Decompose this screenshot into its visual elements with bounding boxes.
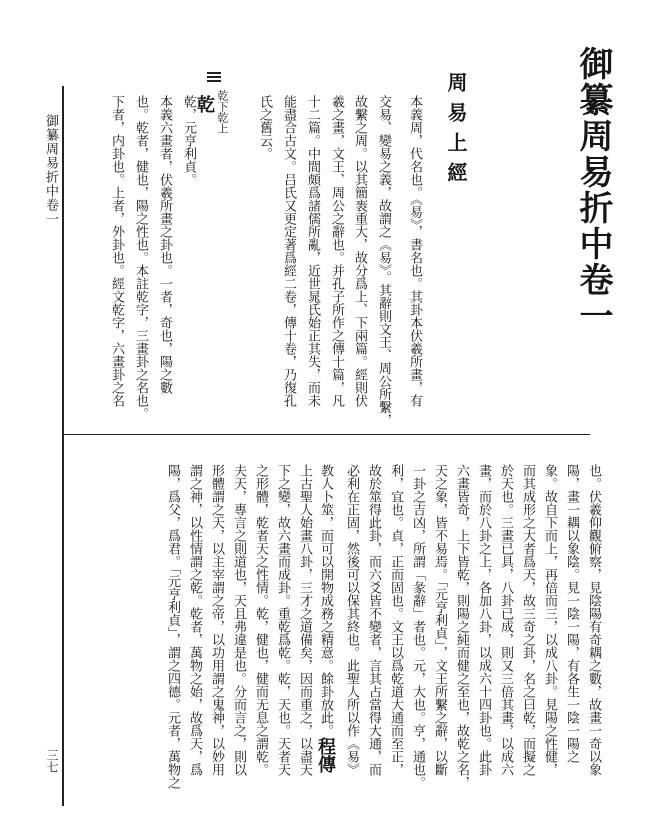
text-column: 羲之畫，文王、周公之辭也。并孔子所作之傳十篇，凡: [329, 95, 344, 407]
text-column: 天之象，皆不易焉。「元亨利貞」，文王所繫之辭，以斷: [432, 464, 447, 776]
hexagram-icon: [207, 72, 221, 86]
trigram-note: 乾下乾上: [216, 90, 229, 134]
text-column: 夫天，專言之則道也，天且弗違是也。分而言之，則以: [231, 464, 246, 776]
text-column: 本義六畫者，伏羲所畫之卦也。一者，奇也，陽之數: [157, 95, 172, 394]
text-column: 教人卜筮，而可以開物成務之精意。餘卦放此。程傳: [315, 464, 336, 773]
hexagram-judgment: 乾，元亨利貞。: [181, 95, 196, 186]
text-column: 交易、變易之義，故謂之《易》。其辭則文王、周公所繫，: [376, 95, 391, 427]
text-column: 上古聖人始畫八卦，三才之道備矣，因而重之，以盡天: [297, 464, 312, 776]
text-column: 之形體，乾者天之性情。乾，健也，健而无息之謂乾。: [253, 464, 268, 776]
section-divider-rule: [62, 434, 590, 435]
text-column: 於天也。三畫已具，八卦已成，則又三倍其畫，以成六: [498, 464, 513, 776]
text-column: 氏之舊云。: [257, 95, 272, 160]
text-column: 利，宜也。貞，正而固也。文王以爲乾道大通而至正，: [388, 464, 403, 776]
text-column: 陽，爲父，爲君。「元亨利貞」，謂之四德。元者，萬物之: [165, 464, 180, 789]
hexagram-name: 乾: [194, 95, 215, 113]
text-column: 故於筮得此卦，而六爻皆不變者，言其占當得大通，而: [366, 464, 381, 776]
text-column: 必利在正固，然後可以保其終也。此聖人所以作《易》: [344, 464, 359, 776]
text-column: 陽，畫一耦以象陰。見一陰一陽，有各生一陰一陽之: [564, 464, 579, 763]
text-column: 能盡合古文。吕氏又更定著爲經二卷，傳十卷，乃復孔: [281, 95, 296, 407]
text-column: 象。故自下而上，再倍而三，以成八卦。見陽之性健，: [542, 464, 557, 776]
text-column: 一卦之吉凶，所謂「彖辭」者也。元，大也。亨，通也。: [410, 464, 425, 789]
cheng-commentary-marker: 程傳: [315, 737, 336, 773]
text-column: 也。伏羲仰觀俯察，見陰陽有奇耦之數，故畫一奇以象: [586, 464, 601, 776]
page-number: 三七: [45, 749, 59, 773]
running-header: 御纂周易折中卷一: [43, 114, 58, 226]
text-column: 形體謂之天，以主宰謂之帝，以功用謂之鬼神，以妙用: [209, 464, 224, 776]
text-column: 下之變，故六畫而成卦。重乾爲乾。乾，天也。天者天: [275, 464, 290, 776]
text-column: 畫，而於八卦之上，各加八卦，以成六十四卦也。此卦: [476, 464, 491, 776]
text-column: 本義周，代名也。《易》，書名也。其卦本伏羲所畫，有: [407, 95, 422, 407]
left-margin-rule: [62, 86, 64, 806]
book-title: 御纂周易折中卷一: [573, 46, 613, 334]
section-title: 周易上經: [444, 72, 468, 192]
text-column: 也。乾者，健也，陽之性也。本註乾字，三畫卦之名也。: [133, 95, 148, 420]
text-column: 下者，内卦也。上者，外卦也。經文乾字，六畫卦之名: [109, 95, 124, 407]
text-column: 六畫皆奇，上下皆乾，則陽之純而健之至也，故乾之名，: [454, 464, 469, 789]
text-column: 而其成形之大者爲天，故三奇之卦，名之曰乾，而擬之: [520, 464, 535, 776]
text-column: 謂之神，以性情謂之乾。乾者，萬物之始，故爲天，爲: [187, 464, 202, 776]
text-column: 故繫之周。以其簡袠重大，故分爲上、下兩篇。經則伏: [352, 95, 367, 407]
text-column: 十二篇。中間頗爲諸儒所亂，近世晁氏始正其失，而未: [305, 95, 320, 407]
